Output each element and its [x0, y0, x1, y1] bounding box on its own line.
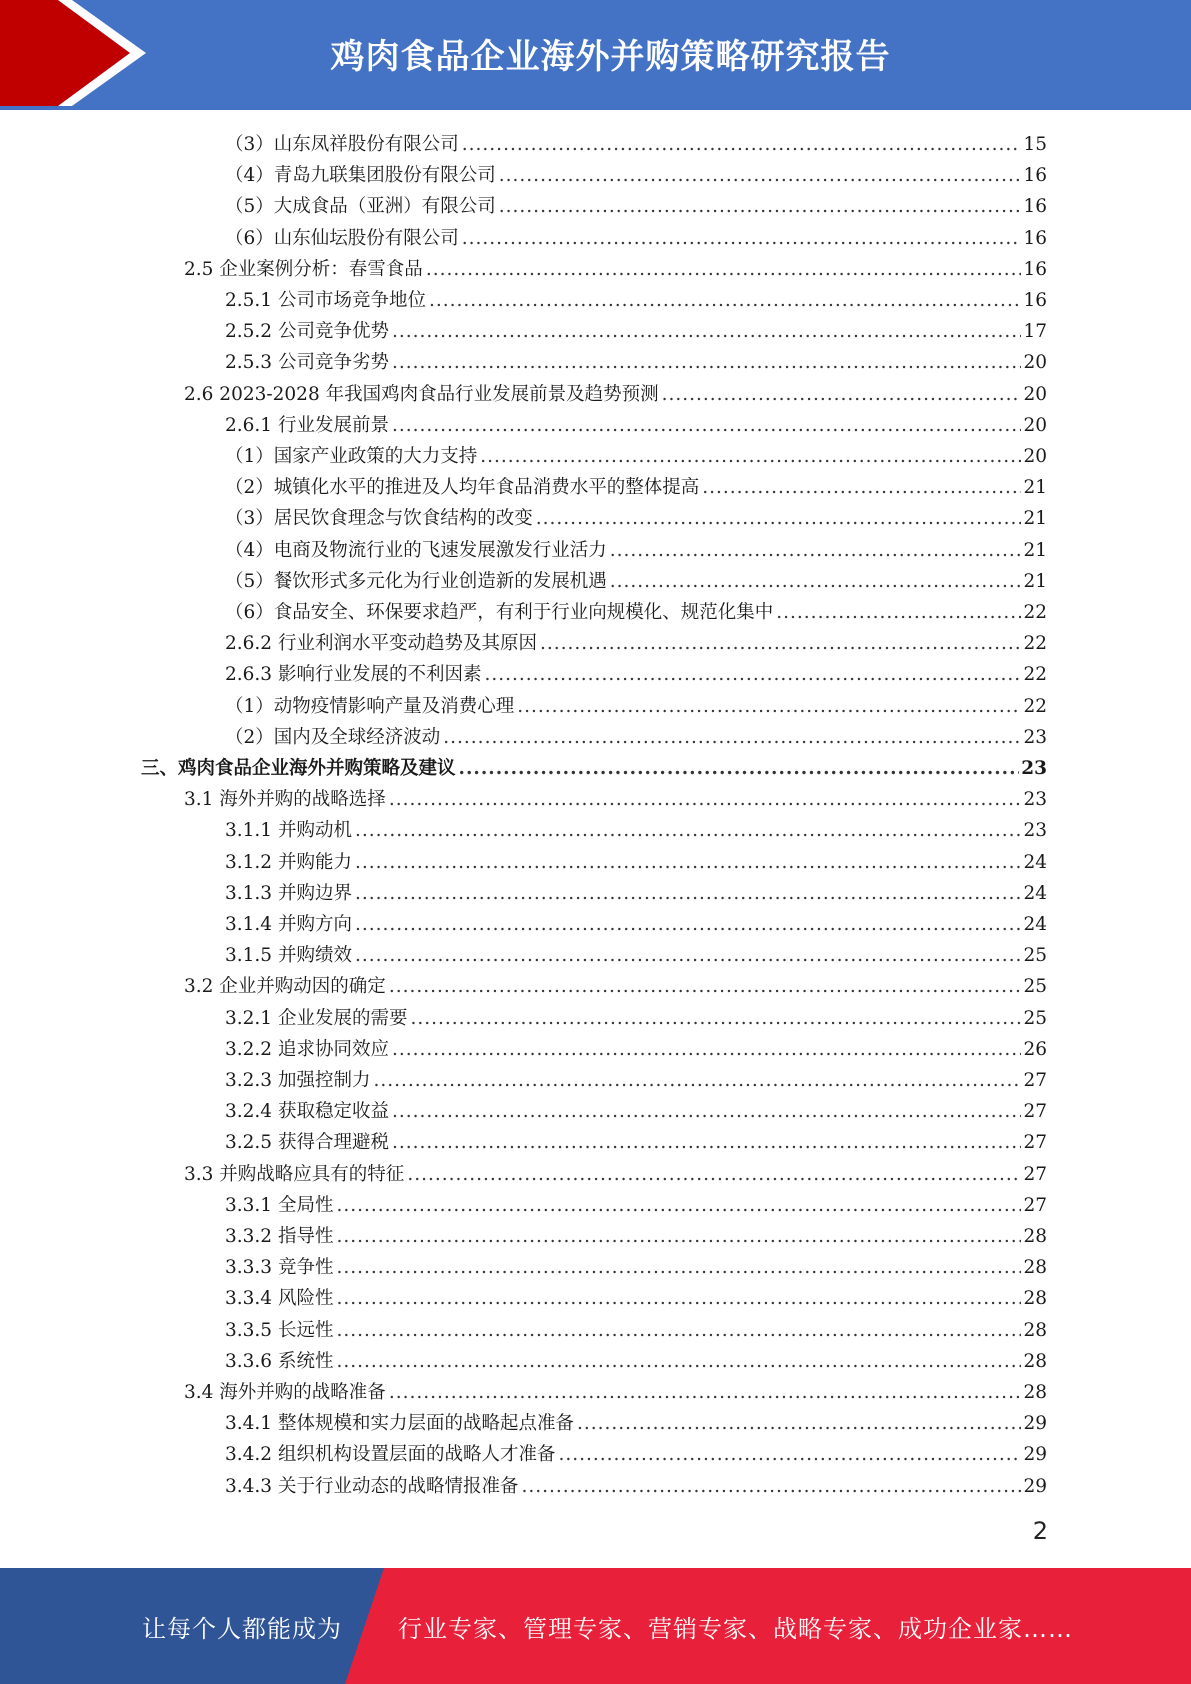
toc-entry[interactable] — [225, 688, 1047, 719]
toc-leader-dots — [499, 195, 1022, 219]
toc-leader-dots — [459, 757, 1020, 781]
toc-entry-page: 24 — [1023, 882, 1047, 904]
toc-entry[interactable] — [225, 469, 1047, 500]
toc-entry-label: （3）居民饮食理念与饮食结构的改变 — [225, 508, 533, 530]
toc-entry-page: 20 — [1023, 383, 1047, 405]
toc-leader-dots — [336, 1319, 1021, 1343]
toc-entry[interactable] — [225, 313, 1047, 344]
toc-entry-label: 2.5.1 公司市场竞争地位 — [225, 290, 426, 311]
toc-entry-label: 2.6.3 影响行业发展的不利因素 — [225, 664, 482, 686]
toc-entry-label: （3）山东凤祥股份有限公司 — [225, 134, 459, 155]
toc-entry-label: 2.6.1 行业发展前景 — [225, 414, 389, 436]
toc-entry-label: 3.1.3 并购边界 — [225, 882, 352, 904]
toc-entry-page: 27 — [1023, 1163, 1047, 1185]
toc-leader-dots — [392, 1131, 1021, 1155]
toc-entry-page: 27 — [1023, 1101, 1047, 1123]
toc-entry[interactable] — [225, 188, 1047, 219]
toc-entry[interactable] — [225, 1343, 1047, 1374]
toc-entry-label: （1）国家产业政策的大力支持 — [225, 446, 478, 467]
toc-entry[interactable] — [225, 126, 1047, 157]
toc-leader-dots — [392, 414, 1021, 438]
toc-leader-dots — [336, 1225, 1021, 1249]
toc-entry[interactable] — [184, 968, 1047, 999]
toc-entry-page: 23 — [1023, 726, 1047, 748]
toc-entry-label: 3.2.3 加强控制力 — [225, 1070, 371, 1091]
toc-entry[interactable] — [225, 407, 1047, 438]
toc-entry-page: 28 — [1023, 1319, 1047, 1341]
toc-entry-label: （2）国内及全球经济波动 — [225, 726, 441, 748]
toc-leader-dots — [355, 913, 1022, 937]
toc-entry-page: 17 — [1023, 321, 1047, 343]
toc-entry[interactable] — [225, 1187, 1047, 1218]
toc-entry-page: 20 — [1023, 352, 1047, 374]
toc-leader-dots — [462, 227, 1022, 251]
toc-entry-label: 3.1 海外并购的战略选择 — [184, 789, 386, 811]
toc-entry[interactable] — [184, 1156, 1047, 1187]
toc-entry-label: 2.5.2 公司竞争优势 — [225, 321, 389, 343]
toc-entry-page: 28 — [1023, 1288, 1047, 1310]
toc-leader-dots — [610, 570, 1022, 594]
toc-entry[interactable] — [225, 1000, 1047, 1031]
toc-entry-page: 27 — [1023, 1132, 1047, 1154]
toc-entry-label: 3.2.1 企业发展的需要 — [225, 1007, 408, 1029]
toc-entry-page: 29 — [1023, 1475, 1047, 1497]
toc-entry-label: 2.5.3 公司竞争劣势 — [225, 352, 389, 374]
toc-entry[interactable] — [225, 844, 1047, 875]
toc-leader-dots — [443, 726, 1021, 750]
toc-leader-dots — [355, 819, 1022, 843]
toc-leader-dots — [462, 133, 1022, 157]
toc-entry-label: 3.3.3 竞争性 — [225, 1257, 334, 1279]
toc-leader-dots — [392, 320, 1021, 344]
toc-entry-label: 3.1.1 并购动机 — [225, 820, 352, 842]
toc-leader-dots — [426, 258, 1022, 282]
toc-entry-page: 29 — [1023, 1444, 1047, 1466]
toc-entry[interactable] — [225, 1031, 1047, 1062]
toc-leader-dots — [392, 1038, 1021, 1062]
toc-entry-page: 25 — [1023, 1007, 1047, 1029]
toc-entry-page: 27 — [1023, 1194, 1047, 1216]
toc-entry[interactable] — [225, 1436, 1047, 1467]
toc-leader-dots — [429, 289, 1021, 313]
toc-leader-dots — [355, 944, 1022, 968]
toc-leader-dots — [336, 1194, 1021, 1218]
toc-entry-page: 22 — [1023, 695, 1047, 717]
toc-leader-dots — [389, 788, 1022, 812]
toc-entry-page: 16 — [1023, 165, 1047, 187]
toc-leader-dots — [484, 663, 1021, 687]
toc-entry[interactable] — [225, 594, 1047, 625]
toc-entry-page: 24 — [1023, 914, 1047, 935]
toc-entry-label: 3.3.6 系统性 — [225, 1350, 334, 1372]
toc-leader-dots — [389, 1381, 1022, 1405]
toc-entry-label: 3.3.4 风险性 — [225, 1288, 334, 1310]
toc-leader-dots — [355, 851, 1022, 875]
page-footer — [0, 1568, 1191, 1684]
toc-leader-dots — [480, 445, 1021, 469]
toc-entry-page: 16 — [1023, 258, 1047, 280]
toc-entry[interactable] — [225, 719, 1047, 750]
toc-entry-page: 23 — [1023, 789, 1047, 811]
toc-leader-dots — [577, 1412, 1021, 1436]
toc-entry[interactable] — [184, 1374, 1047, 1405]
toc-entry[interactable] — [225, 438, 1047, 469]
toc-entry-page: 28 — [1023, 1350, 1047, 1372]
toc-leader-dots — [336, 1350, 1021, 1374]
page-number: 2 — [1032, 1517, 1048, 1545]
report-title: 鸡肉食品企业海外并购策略研究报告 — [330, 36, 891, 77]
toc-entry-label: 3.2.5 获得合理避税 — [225, 1132, 389, 1154]
toc-entry-page: 16 — [1023, 290, 1047, 311]
toc-entry-label: 3.4.3 关于行业动态的战略情报准备 — [225, 1475, 519, 1497]
toc-entry-page: 15 — [1023, 134, 1047, 155]
toc-entry-label: 3.4.2 组织机构设置层面的战略人才准备 — [225, 1444, 556, 1466]
toc-leader-dots — [517, 695, 1021, 719]
toc-leader-dots — [410, 1007, 1021, 1031]
toc-entry[interactable] — [225, 1093, 1047, 1124]
toc-leader-dots — [540, 632, 1021, 656]
toc-leader-dots — [521, 1475, 1021, 1499]
toc-entry[interactable] — [141, 750, 1047, 781]
toc-leader-dots — [407, 1163, 1021, 1187]
toc-entry-page: 21 — [1023, 570, 1047, 592]
toc-entry-label: （6）食品安全、环保要求趋严，有利于行业向规模化、规范化集中 — [225, 602, 774, 623]
toc-entry-page: 21 — [1023, 539, 1047, 561]
toc-entry[interactable] — [225, 500, 1047, 531]
toc-entry-page: 16 — [1023, 196, 1047, 218]
toc-entry-label: 3.2 企业并购动因的确定 — [184, 976, 386, 998]
toc-entry-page: 25 — [1023, 976, 1047, 998]
toc-entry-page: 28 — [1023, 1382, 1047, 1403]
toc-entry-page: 22 — [1023, 633, 1047, 655]
toc-entry-label: 3.1.4 并购方向 — [225, 914, 352, 935]
toc-entry-page: 21 — [1023, 508, 1047, 530]
toc-entry-label: 3.3.5 长远性 — [225, 1319, 334, 1341]
toc-entry[interactable] — [184, 251, 1047, 282]
toc-leader-dots — [499, 164, 1022, 188]
toc-entry[interactable] — [225, 625, 1047, 656]
toc-leader-dots — [336, 1287, 1021, 1311]
toc-leader-dots — [558, 1443, 1021, 1467]
toc-leader-dots — [536, 507, 1022, 531]
toc-entry-label: 3.4 海外并购的战略准备 — [184, 1382, 386, 1403]
toc-entry[interactable] — [225, 1062, 1047, 1093]
footer-slogan-left: 让每个人都能成为 — [142, 1614, 342, 1643]
toc-entry-page: 25 — [1023, 945, 1047, 967]
toc-entry[interactable] — [225, 875, 1047, 906]
toc-entry[interactable] — [225, 1218, 1047, 1249]
footer-slogan-right: 行业专家、管理专家、营销专家、战略专家、成功企业家…… — [398, 1614, 1073, 1643]
toc-entry[interactable] — [225, 532, 1047, 563]
toc-entry-label: 3.4.1 整体规模和实力层面的战略起点准备 — [225, 1413, 574, 1435]
toc-entry-label: 2.6.2 行业利润水平变动趋势及其原因 — [225, 633, 537, 655]
toc-entry-label: 3.1.5 并购绩效 — [225, 945, 352, 967]
toc-entry-page: 23 — [1021, 758, 1047, 779]
toc-entry-page: 22 — [1023, 602, 1047, 623]
toc-entry[interactable] — [225, 1124, 1047, 1155]
toc-entry-label: （4）电商及物流行业的飞速发展激发行业活力 — [225, 539, 607, 561]
toc-entry[interactable] — [225, 1280, 1047, 1311]
toc-leader-dots — [355, 882, 1022, 906]
toc-entry-page: 26 — [1023, 1038, 1047, 1060]
toc-entry-label: （2）城镇化水平的推进及人均年食品消费水平的整体提高 — [225, 477, 700, 499]
toc-leader-dots — [392, 1100, 1021, 1124]
toc-entry-label: 2.5 企业案例分析：春雪食品 — [184, 258, 423, 280]
toc-entry[interactable] — [225, 282, 1047, 313]
toc-entry-label: 2.6 2023-2028 年我国鸡肉食品行业发展前景及趋势预测 — [184, 383, 659, 405]
toc-entry-page: 27 — [1023, 1070, 1047, 1091]
toc-entry-label: 3.1.2 并购能力 — [225, 851, 352, 873]
toc-leader-dots — [336, 1256, 1021, 1280]
toc-entry-label: （4）青岛九联集团股份有限公司 — [225, 165, 496, 187]
toc-entry[interactable] — [184, 376, 1047, 407]
toc-entry-page: 22 — [1023, 664, 1047, 686]
toc-entry-label: 3.2.2 追求协同效应 — [225, 1038, 389, 1060]
toc-entry-label: （5）餐饮形式多元化为行业创造新的发展机遇 — [225, 570, 607, 592]
toc-entry[interactable] — [225, 563, 1047, 594]
toc-entry-page: 20 — [1023, 414, 1047, 436]
toc-entry-page: 20 — [1023, 446, 1047, 467]
toc-entry-label: （5）大成食品（亚洲）有限公司 — [225, 196, 496, 218]
toc-entry-label: （6）山东仙坛股份有限公司 — [225, 227, 459, 249]
toc-entry[interactable] — [225, 906, 1047, 937]
toc-leader-dots — [610, 539, 1022, 563]
toc-leader-dots — [662, 383, 1022, 407]
toc-entry[interactable] — [225, 1312, 1047, 1343]
page-header — [0, 0, 1191, 110]
toc-entry[interactable] — [225, 220, 1047, 251]
toc-entry-page: 23 — [1023, 820, 1047, 842]
toc-entry[interactable] — [225, 812, 1047, 843]
toc-entry[interactable] — [225, 937, 1047, 968]
toc-leader-dots — [702, 476, 1021, 500]
toc-entry-label: 三、鸡肉食品企业海外并购策略及建议 — [141, 758, 456, 779]
toc-entry[interactable] — [225, 344, 1047, 375]
toc-entry[interactable] — [225, 157, 1047, 188]
toc-entry-label: 3.2.4 获取稳定收益 — [225, 1101, 389, 1123]
toc-leader-dots — [389, 975, 1022, 999]
toc-entry-label: 3.3.1 全局性 — [225, 1194, 334, 1216]
toc-leader-dots — [776, 601, 1021, 625]
toc-entry-label: （1）动物疫情影响产量及消费心理 — [225, 695, 515, 717]
toc-entry[interactable] — [225, 1249, 1047, 1280]
toc-entry-page: 28 — [1023, 1257, 1047, 1279]
toc-entry-page: 29 — [1023, 1413, 1047, 1435]
toc-leader-dots — [392, 351, 1021, 375]
toc-entry[interactable] — [225, 656, 1047, 687]
toc-leader-dots — [373, 1069, 1021, 1093]
toc-entry-label: 3.3.2 指导性 — [225, 1226, 334, 1247]
toc-entry-label: 3.3 并购战略应具有的特征 — [184, 1163, 405, 1185]
toc-entry[interactable] — [184, 781, 1047, 812]
toc-entry-page: 28 — [1023, 1226, 1047, 1247]
toc-entry-page: 16 — [1023, 227, 1047, 249]
toc-entry-page: 24 — [1023, 851, 1047, 873]
toc-entry[interactable] — [225, 1405, 1047, 1436]
toc-entry-page: 21 — [1023, 477, 1047, 499]
toc-entry[interactable] — [225, 1468, 1047, 1499]
